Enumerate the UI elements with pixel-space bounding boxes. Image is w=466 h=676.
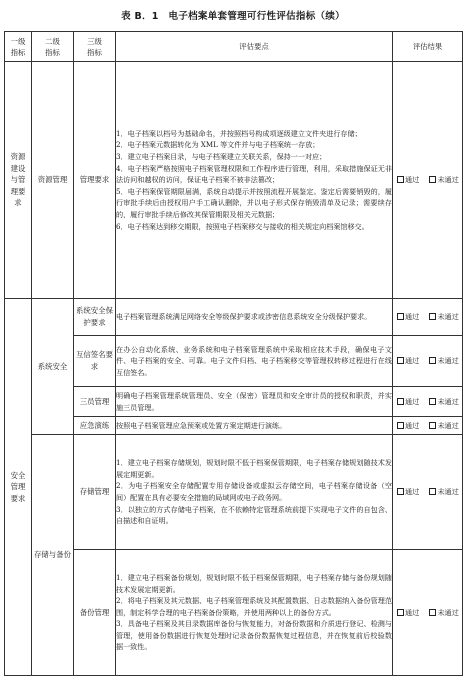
points-cell [116,299,393,336]
checkbox-icon[interactable] [397,422,404,429]
pass-option[interactable]: 通过 [397,487,419,497]
result-cell [393,435,463,550]
level2-cell: 存储与备份 [32,435,74,676]
result-cell [393,417,463,435]
point-item: 2．将电子档案及其元数据、电子档案管理系统及其配置数据、日志数据纳入备份管理范围，制定科学合理的电子档案备份策略，并使用两种以上的备份方式。 [116,596,392,617]
pass-option[interactable]: 通过 [397,608,419,618]
points-cell [116,550,393,676]
checkbox-icon[interactable] [397,609,404,616]
checkbox-icon[interactable] [429,488,436,495]
checkbox-icon[interactable] [429,313,436,320]
point-item: 电子档案管理系统满足网络安全等级保护要求或涉密信息系统安全分级保护要求。 [116,312,372,322]
checkbox-icon[interactable] [397,488,404,495]
point-item: 4．电子档案严格按照电子档案管理权限和工作程序进行管理，利用，采取措施保证无非法访问和越权的访问，保证电子档案不被非法篡改； [116,163,392,185]
point-item: 3．具备电子档案及其目录数据库备份与恢复能力，对备份数据和介质进行登记、检测与管理，使用备份数据进行恢复处理时记录备份数据恢复过程信息，并在恢复前后校验数据一致性。 [116,619,392,652]
points-cell [116,62,393,299]
checkbox-icon[interactable] [397,176,404,183]
table-row [5,62,463,299]
point-item: 按照电子档案管理应急预案或处置方案定期进行演练。 [116,420,287,430]
checkbox-icon[interactable] [429,609,436,616]
checkbox-icon[interactable] [429,398,436,405]
table-row [5,387,463,417]
level3-cell: 备份管理 [74,550,116,676]
level1-cell: 资源建设与管理要求 [5,62,32,299]
header-result: 评估结果 [393,32,463,62]
checkbox-icon[interactable] [429,422,436,429]
table-caption: 表 B．1 电子档案单套管理可行性评估指标（续） [121,11,345,22]
fail-option[interactable]: 未通过 [429,421,458,431]
point-item: 明确电子档案管理系统管理员、安全（保密）管理员和安全审计员的授权和职责，并实施三员管理。 [116,390,392,412]
points-cell [116,336,393,387]
point-item: 2．为电子档案安全存储配置专用存储设备或虚拟云存储空间，电子档案存储设备（空间）配置在具有必要安全措施的局域网或电子政务网。 [116,481,392,502]
result-cell [393,550,463,676]
table-row [5,435,463,550]
points-cell [116,387,393,417]
checkbox-icon[interactable] [429,357,436,364]
table-row [5,417,463,435]
fail-option[interactable]: 未通过 [429,312,458,322]
pass-option[interactable]: 通过 [397,312,419,322]
point-item: 6．电子档案达到移交期限，按照电子档案移交与接收的相关规定向档案馆移交。 [116,221,369,231]
result-cell [393,62,463,299]
checkbox-icon[interactable] [397,313,404,320]
point-item: 3．以独立的方式存储电子档案，在不依赖特定管理系统前提下实现电子文件的自包含、自描述和自证明。 [116,504,392,526]
table-row [5,336,463,387]
points-cell [116,435,393,550]
fail-option[interactable]: 未通过 [429,356,458,366]
level3-cell: 三员管理 [74,387,116,417]
table-header-row [5,32,463,62]
result-cell [393,336,463,387]
level2-cell: 系统安全 [32,299,74,435]
fail-option[interactable]: 未通过 [429,608,458,618]
header-points: 评估要点 [116,32,393,62]
point-item: 3．建立电子档案目录，与电子档案建立关联关系，保持一一对应； [116,152,327,162]
header-level1: 一级 指标 [5,32,32,62]
header-level3: 三级 指标 [74,32,116,62]
level2-cell: 资源管理 [32,62,74,299]
fail-option[interactable]: 未通过 [429,487,458,497]
point-item: 在办公自动化系统、业务系统和电子档案管理系统中采取相应技术手段，确保电子文件、电子档案的安全、可靠。电子文件归档、电子档案移交等管理权转移过程进行在线互信签名。 [116,344,392,377]
checkbox-icon[interactable] [397,398,404,405]
result-cell [393,387,463,417]
point-item: 2．电子档案元数据转化为 XML 等文件并与电子档案统一存放； [116,140,320,150]
checkbox-icon[interactable] [397,357,404,364]
header-level2: 二级 指标 [32,32,74,62]
pass-option[interactable]: 通过 [397,175,419,185]
pass-option[interactable]: 通过 [397,421,419,431]
fail-option[interactable]: 未通过 [429,397,458,407]
table-row [5,299,463,336]
level3-cell: 应急演练 [74,417,116,435]
checkbox-icon[interactable] [429,176,436,183]
pass-option[interactable]: 通过 [397,356,419,366]
level1-cell: 安全管理要求 [5,299,32,676]
table-row [5,550,463,676]
level3-cell: 互信签名要求 [74,336,116,387]
level3-cell: 系统安全保护要求 [74,299,116,336]
level3-cell: 管理要求 [74,62,116,299]
point-item: 1．建立电子档案备份规划，规划时限不低于档案保管期限，电子档案存储与备份规划随技术发展定期更新。 [116,572,392,594]
fail-option[interactable]: 未通过 [429,175,458,185]
pass-option[interactable]: 通过 [397,397,419,407]
level3-cell: 存储管理 [74,435,116,550]
evaluation-table [4,31,463,676]
point-item: 1．电子档案以档号为基础命名，并按照档号构成项逐级建立文件夹进行存储； [116,128,362,138]
result-cell [393,299,463,336]
points-cell [116,417,393,435]
point-item: 1．建立电子档案存储规划，规划时限不低于档案保管期限，电子档案存储规划随技术发展定期更新。 [116,458,392,479]
point-item: 5．电子档案保管期限届满，系统自动提示并按照流程开展鉴定。鉴定后需要销毁的，履行审批手续后由授权用户手工确认删除，并以电子形式保存销毁清单及记录；需要续存的，履行审批手续后修改其保管期限及相关元数据； [116,186,392,219]
